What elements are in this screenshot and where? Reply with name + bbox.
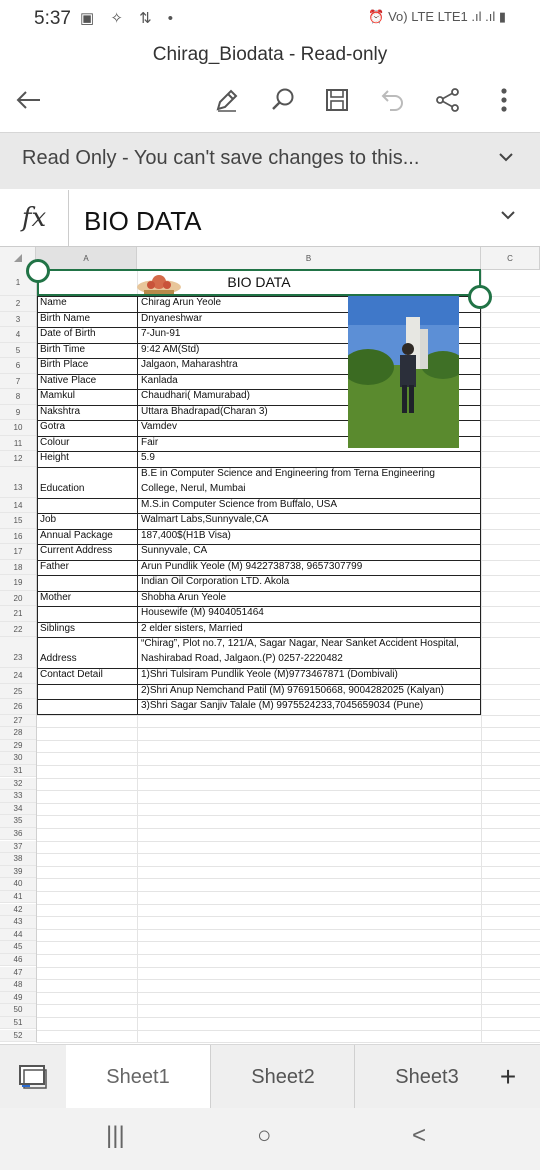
row-number[interactable]: 21	[0, 606, 36, 622]
row-number[interactable]: 31	[0, 765, 36, 778]
chevron-down-icon[interactable]	[498, 147, 514, 168]
row-number[interactable]: 15	[0, 513, 36, 529]
grid-line	[36, 765, 540, 766]
search-icon[interactable]	[266, 80, 300, 120]
cell-value[interactable]: Arun Pundlik Yeole (M) 9422738738, 9657307799	[141, 560, 363, 572]
title-cell[interactable]: BIO DATA	[227, 274, 291, 290]
row-number[interactable]: 19	[0, 575, 36, 591]
grid-line	[36, 841, 540, 842]
grid-line	[36, 853, 540, 854]
selection-handle-start[interactable]	[26, 259, 50, 283]
row-number[interactable]: 38	[0, 853, 36, 866]
cell-label[interactable]: Education	[40, 482, 85, 494]
cell-value[interactable]: Uttara Bhadrapad(Charan 3)	[141, 405, 268, 417]
sheet-tabs-bar	[0, 1044, 540, 1109]
formula-bar[interactable]	[0, 190, 540, 247]
grid-line	[36, 1030, 540, 1031]
column-header-b[interactable]: B	[137, 247, 481, 269]
spreadsheet-grid[interactable]	[0, 247, 540, 1043]
row-number[interactable]: 10	[0, 420, 36, 436]
selection-range[interactable]	[37, 269, 481, 296]
system-nav-bar	[0, 1108, 540, 1170]
row-number[interactable]: 17	[0, 544, 36, 560]
grid-line	[36, 954, 540, 955]
cell-value[interactable]: “Chirag”, Plot no.7, 121/A, Sagar Nagar, Near Sanket Accident Hospital,	[141, 638, 459, 649]
row-number[interactable]: 46	[0, 954, 36, 967]
cell-value[interactable]: 187,400$(H1B Visa)	[141, 529, 231, 541]
grid-line	[36, 866, 540, 867]
row-number[interactable]: 22	[0, 622, 36, 638]
row-number[interactable]: 27	[0, 715, 36, 728]
cell-label[interactable]: Siblings	[40, 622, 76, 634]
row-number[interactable]: 45	[0, 941, 36, 954]
row-number[interactable]: 29	[0, 740, 36, 753]
grid-line	[36, 1017, 540, 1018]
row-number[interactable]: 14	[0, 498, 36, 514]
row-number[interactable]: 28	[0, 727, 36, 740]
cell-label[interactable]: Job	[40, 514, 57, 525]
row-number[interactable]: 3	[0, 312, 36, 328]
column-header-c[interactable]: C	[481, 247, 540, 269]
back-arrow-icon[interactable]	[12, 80, 46, 120]
row-number[interactable]: 40	[0, 878, 36, 891]
grid-line	[36, 904, 540, 905]
cell-value[interactable]: Indian Oil Corporation LTD. Akola	[141, 576, 290, 587]
cell-label[interactable]: Name	[40, 297, 67, 308]
row-number[interactable]: 33	[0, 790, 36, 803]
grid-line	[36, 878, 540, 879]
row-number[interactable]: 37	[0, 841, 36, 854]
cell-label[interactable]: Colour	[40, 436, 70, 448]
grid-line	[36, 727, 540, 728]
back-icon[interactable]: <	[412, 1122, 427, 1149]
cell-label[interactable]: Mamkul	[40, 390, 76, 401]
row-number[interactable]: 12	[0, 451, 36, 467]
cell-label[interactable]: Birth Name	[40, 312, 91, 324]
status-bar	[0, 0, 540, 38]
row-number[interactable]: 18	[0, 560, 36, 576]
row-number[interactable]: 42	[0, 904, 36, 917]
cell-label[interactable]: Current Address	[40, 545, 113, 556]
status-notification-icons: ▣ ✧ ⇅ •	[80, 10, 180, 27]
cell-value[interactable]: 5.9	[141, 452, 155, 463]
cell-value[interactable]: 2 elder sisters, Married	[141, 622, 243, 634]
column-header-a[interactable]: A	[36, 247, 137, 269]
row-number[interactable]: 39	[0, 866, 36, 879]
cell-value[interactable]: Housewife (M) 9404051464	[141, 607, 264, 618]
cell-value-line2[interactable]: Nashirabad Road, Jalgaon.(P) 0257-2220482	[141, 653, 343, 664]
read-only-message: Read Only - You can't save changes to this...	[22, 147, 420, 169]
row-number[interactable]: 24	[0, 668, 36, 684]
row-number[interactable]: 23	[0, 637, 36, 668]
row-number[interactable]: 44	[0, 929, 36, 942]
sheet-switcher-icon[interactable]	[0, 1045, 66, 1109]
grid-line	[36, 715, 540, 716]
cell-label[interactable]: Nakshtra	[40, 405, 81, 417]
grid-line	[36, 1042, 540, 1043]
row-number[interactable]: 11	[0, 436, 36, 452]
tab-sheet1[interactable]: Sheet1	[66, 1045, 210, 1109]
edit-pen-icon[interactable]	[210, 80, 244, 120]
cell-label[interactable]: Native Place	[40, 374, 97, 386]
recents-icon[interactable]: |||	[106, 1122, 125, 1149]
row-number[interactable]: 16	[0, 529, 36, 545]
tab-sheet2[interactable]: Sheet2	[210, 1045, 355, 1109]
row-number[interactable]: 47	[0, 967, 36, 980]
grid-line	[36, 967, 540, 968]
cell-value[interactable]: Fair	[141, 436, 159, 448]
document-title: Chirag_Biodata - Read-only	[152, 44, 388, 65]
row-number[interactable]: 9	[0, 405, 36, 421]
cell-label[interactable]: Height	[40, 452, 69, 463]
cell-value[interactable]: M.S.in Computer Science from Buffalo, USA	[141, 498, 338, 510]
status-time: 5:37	[34, 8, 71, 29]
cell-label[interactable]: Father	[40, 560, 69, 572]
row-number[interactable]: 20	[0, 591, 36, 607]
grid-line	[36, 828, 540, 829]
grid-line	[36, 790, 540, 791]
row-number[interactable]: 7	[0, 374, 36, 390]
row-number[interactable]: 48	[0, 979, 36, 992]
grid-line	[36, 941, 540, 942]
cell-label[interactable]: Birth Place	[40, 359, 89, 370]
save-icon[interactable]	[320, 80, 354, 120]
grid-line	[36, 891, 540, 892]
cell-value[interactable]: 2)Shri Anup Nemchand Patil (M) 9769150668, 9004282025 (Kalyan)	[141, 684, 444, 696]
undo-icon[interactable]	[376, 80, 410, 120]
cell-value[interactable]: Dnyaneshwar	[141, 312, 203, 324]
grid-line	[36, 740, 540, 741]
row-number[interactable]: 35	[0, 815, 36, 828]
column-header-bar	[0, 247, 540, 270]
status-system-icons: ⏰ Vo) LTE LTE1 .ıl .ıl ▮	[368, 9, 506, 24]
fx-icon: fx	[0, 190, 69, 246]
grid-line	[36, 929, 540, 930]
grid-line	[36, 803, 540, 804]
row-number[interactable]: 13	[0, 467, 36, 498]
cell-value[interactable]: Jalgaon, Maharashtra	[141, 359, 238, 370]
row-number[interactable]: 8	[0, 389, 36, 405]
formula-value[interactable]: BIO DATA	[84, 206, 202, 236]
selection-handle-end[interactable]	[468, 285, 492, 309]
tab-sheet3[interactable]: Sheet3	[354, 1045, 499, 1109]
cell-value[interactable]: 9:42 AM(Std)	[141, 343, 200, 355]
row-number[interactable]: 52	[0, 1030, 36, 1043]
cell-value[interactable]: 1)Shri Tulsiram Pundlik Yeole (M)9773467871 (Dombivali)	[141, 669, 398, 680]
cell-label[interactable]: Gotra	[40, 421, 66, 432]
row-number[interactable]: 5	[0, 343, 36, 359]
grid-line	[36, 815, 540, 816]
row-number[interactable]: 32	[0, 778, 36, 791]
grid-line	[36, 752, 540, 753]
share-icon[interactable]	[431, 80, 465, 120]
home-icon[interactable]: ○	[257, 1122, 272, 1149]
row-number[interactable]: 26	[0, 699, 36, 715]
cell-value[interactable]: Shobha Arun Yeole	[141, 591, 227, 603]
cell-value-line2[interactable]: College, Nerul, Mumbai	[141, 482, 246, 494]
cell-value[interactable]: 7-Jun-91	[141, 328, 181, 339]
read-only-banner[interactable]	[0, 132, 540, 189]
grid-line	[36, 979, 540, 980]
cell-value[interactable]: Chaudhari( Mamurabad)	[141, 390, 250, 401]
grid-line	[36, 778, 540, 779]
grid-line	[36, 916, 540, 917]
row-number[interactable]: 34	[0, 803, 36, 816]
row-number[interactable]: 2	[0, 296, 36, 312]
row-number[interactable]: 6	[0, 358, 36, 374]
profile-photo	[348, 295, 459, 448]
cell-label[interactable]: Address	[40, 653, 77, 664]
cell-value[interactable]: Vamdev	[141, 421, 177, 432]
row-number[interactable]: 41	[0, 891, 36, 904]
row-number[interactable]: 1	[0, 269, 36, 296]
cell-value[interactable]: Chirag Arun Yeole	[141, 297, 222, 308]
row-number[interactable]: 4	[0, 327, 36, 343]
more-icon[interactable]	[487, 80, 521, 120]
cell-value[interactable]: B.E in Computer Science and Engineering from Terna Engineering	[141, 467, 435, 479]
cell-value[interactable]: Walmart Labs,Sunnyvale,CA	[141, 514, 269, 525]
row-number[interactable]: 43	[0, 916, 36, 929]
row-number[interactable]: 25	[0, 684, 36, 700]
cell-value[interactable]: Kanlada	[141, 374, 178, 386]
cell-label[interactable]: Annual Package	[40, 529, 113, 541]
row-number[interactable]: 50	[0, 1004, 36, 1017]
grid-line	[36, 992, 540, 993]
row-number[interactable]: 30	[0, 752, 36, 765]
row-number[interactable]: 49	[0, 992, 36, 1005]
grid-line	[36, 1004, 540, 1005]
cell-value[interactable]: 3)Shri Sagar Sanjiv Talale (M) 9975524233,7045659034 (Pune)	[141, 700, 424, 711]
cell-label[interactable]: Mother	[40, 591, 72, 603]
cell-label[interactable]: Date of Birth	[40, 328, 96, 339]
row-number[interactable]: 36	[0, 828, 36, 841]
row-number[interactable]: 51	[0, 1017, 36, 1030]
toolbar	[0, 80, 540, 124]
grid-line	[481, 269, 482, 1042]
cell-label[interactable]: Birth Time	[40, 343, 86, 355]
add-sheet-button[interactable]: +	[499, 1061, 517, 1092]
cell-label[interactable]: Contact Detail	[40, 669, 103, 680]
chevron-down-icon[interactable]	[500, 208, 516, 226]
cell-value[interactable]: Sunnyvale, CA	[141, 545, 208, 556]
